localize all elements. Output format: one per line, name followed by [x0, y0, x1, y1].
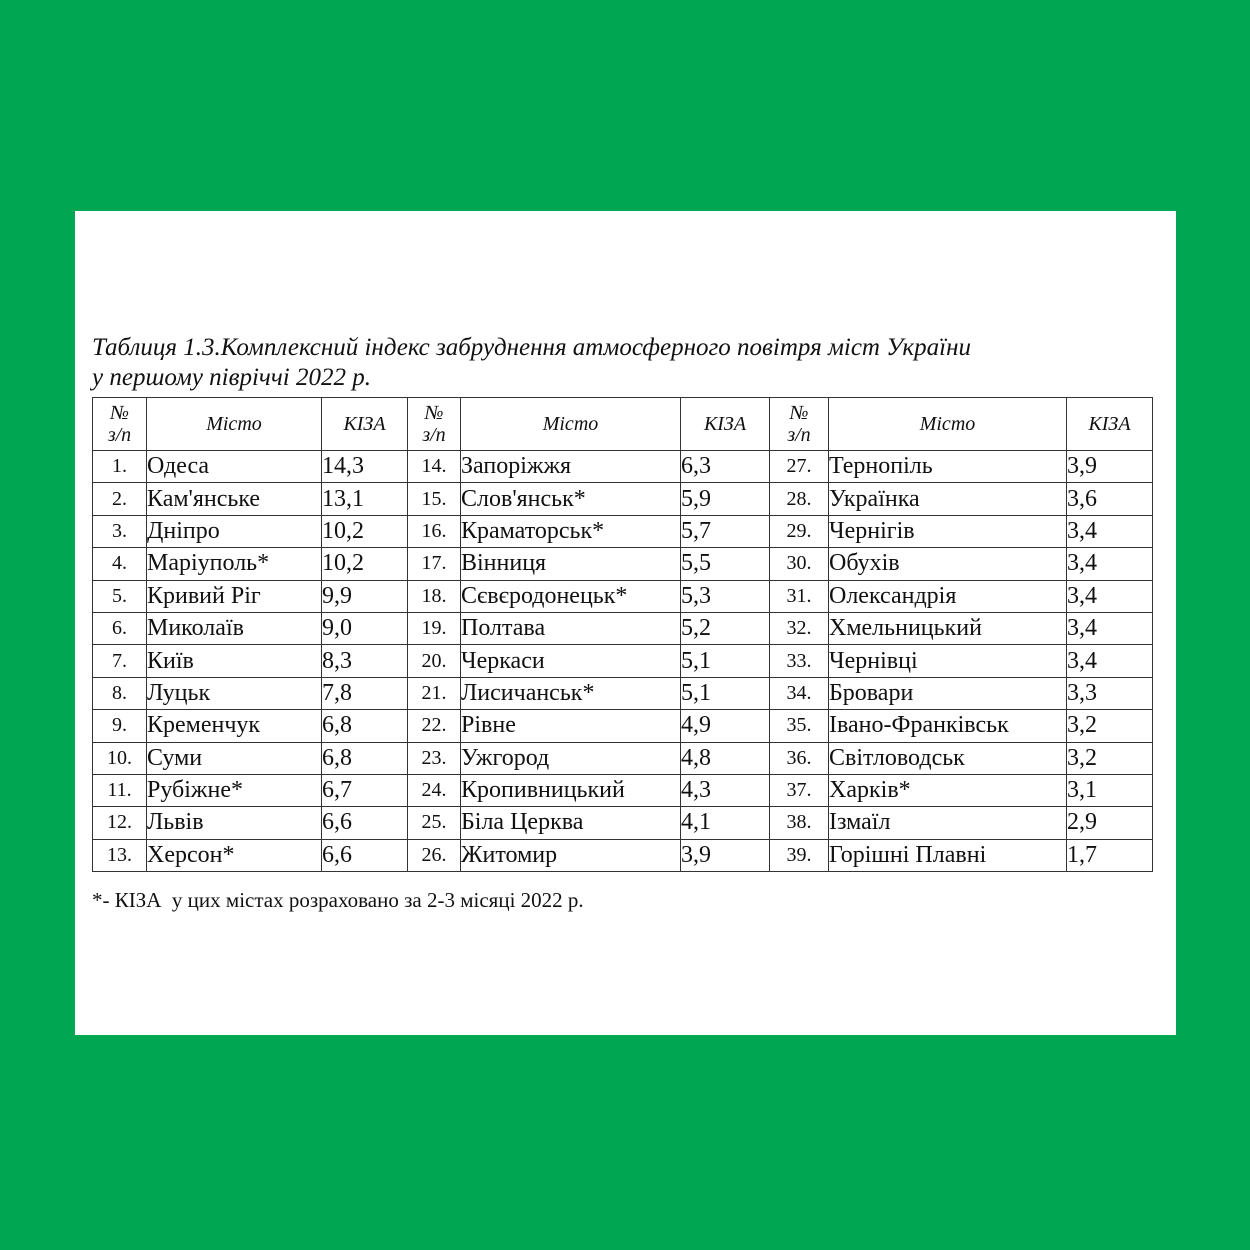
kiza-value: 3,4 — [1067, 548, 1153, 580]
row-number: 35. — [770, 710, 829, 742]
city-name: Кривий Ріг — [147, 580, 322, 612]
city-name: Українка — [829, 483, 1067, 515]
header-kiza: КІЗА — [322, 398, 408, 451]
kiza-value: 3,4 — [1067, 515, 1153, 547]
kiza-value: 10,2 — [322, 548, 408, 580]
table-row — [93, 742, 1153, 774]
city-name: Кропивницький — [461, 774, 681, 806]
city-name: Маріуполь* — [147, 548, 322, 580]
header-kiza: КІЗА — [681, 398, 770, 451]
kiza-value: 5,9 — [681, 483, 770, 515]
row-number: 37. — [770, 774, 829, 806]
city-name: Обухів — [829, 548, 1067, 580]
row-number: 12. — [93, 807, 147, 839]
city-name: Сєвєродонецьк* — [461, 580, 681, 612]
kiza-value: 5,7 — [681, 515, 770, 547]
row-number: 32. — [770, 612, 829, 644]
row-number: 7. — [93, 645, 147, 677]
table-row — [93, 645, 1153, 677]
row-number: 8. — [93, 677, 147, 709]
row-number: 14. — [408, 451, 461, 483]
row-number: 29. — [770, 515, 829, 547]
kiza-value: 6,7 — [322, 774, 408, 806]
kiza-value: 9,9 — [322, 580, 408, 612]
kiza-value: 1,7 — [1067, 839, 1153, 871]
header-number: № з/п — [93, 398, 147, 451]
kiza-value: 5,5 — [681, 548, 770, 580]
city-name: Кам'янське — [147, 483, 322, 515]
table-body — [93, 451, 1153, 872]
kiza-value: 5,2 — [681, 612, 770, 644]
table-row — [93, 710, 1153, 742]
table-row — [93, 774, 1153, 806]
table-row — [93, 515, 1153, 547]
row-number: 19. — [408, 612, 461, 644]
kiza-value: 3,2 — [1067, 742, 1153, 774]
table-row — [93, 483, 1153, 515]
kiza-value: 6,6 — [322, 807, 408, 839]
row-number: 33. — [770, 645, 829, 677]
kiza-value: 3,6 — [1067, 483, 1153, 515]
kiza-value: 4,9 — [681, 710, 770, 742]
kiza-table — [92, 397, 1153, 872]
kiza-value: 6,3 — [681, 451, 770, 483]
kiza-value: 4,8 — [681, 742, 770, 774]
row-number: 36. — [770, 742, 829, 774]
row-number: 9. — [93, 710, 147, 742]
city-name: Біла Церква — [461, 807, 681, 839]
caption-line-1: Таблиця 1.3.Комплексний індекс забруднення атмосферного повітря міст України — [92, 334, 971, 361]
row-number: 25. — [408, 807, 461, 839]
table-row — [93, 548, 1153, 580]
city-name: Дніпро — [147, 515, 322, 547]
city-name: Вінниця — [461, 548, 681, 580]
city-name: Львів — [147, 807, 322, 839]
row-number: 38. — [770, 807, 829, 839]
kiza-value: 6,8 — [322, 710, 408, 742]
city-name: Олександрія — [829, 580, 1067, 612]
row-number: 34. — [770, 677, 829, 709]
row-number: 16. — [408, 515, 461, 547]
table-row — [93, 807, 1153, 839]
city-name: Миколаїв — [147, 612, 322, 644]
city-name: Івано-Франківськ — [829, 710, 1067, 742]
city-name: Ізмаїл — [829, 807, 1067, 839]
kiza-value: 6,6 — [322, 839, 408, 871]
row-number: 39. — [770, 839, 829, 871]
table-header-row — [93, 398, 1153, 451]
header-number: № з/п — [770, 398, 829, 451]
row-number: 30. — [770, 548, 829, 580]
city-name: Горішні Плавні — [829, 839, 1067, 871]
kiza-value: 14,3 — [322, 451, 408, 483]
row-number: 22. — [408, 710, 461, 742]
row-number: 26. — [408, 839, 461, 871]
row-number: 5. — [93, 580, 147, 612]
table-row — [93, 612, 1153, 644]
kiza-value: 13,1 — [322, 483, 408, 515]
caption-line-2: у першому півріччі 2022 р. — [92, 364, 371, 391]
header-number: № з/п — [408, 398, 461, 451]
row-number: 15. — [408, 483, 461, 515]
kiza-value: 9,0 — [322, 612, 408, 644]
row-number: 23. — [408, 742, 461, 774]
table-row — [93, 839, 1153, 871]
table-caption — [92, 333, 971, 393]
city-name: Чернігів — [829, 515, 1067, 547]
kiza-value: 3,9 — [1067, 451, 1153, 483]
row-number: 10. — [93, 742, 147, 774]
city-name: Житомир — [461, 839, 681, 871]
city-name: Одеса — [147, 451, 322, 483]
kiza-value: 3,1 — [1067, 774, 1153, 806]
city-name: Полтава — [461, 612, 681, 644]
kiza-value: 4,3 — [681, 774, 770, 806]
row-number: 11. — [93, 774, 147, 806]
city-name: Бровари — [829, 677, 1067, 709]
kiza-value: 3,4 — [1067, 645, 1153, 677]
row-number: 24. — [408, 774, 461, 806]
kiza-value: 3,4 — [1067, 580, 1153, 612]
header-kiza: КІЗА — [1067, 398, 1153, 451]
row-number: 1. — [93, 451, 147, 483]
city-name: Лисичанськ* — [461, 677, 681, 709]
city-name: Рубіжне* — [147, 774, 322, 806]
row-number: 6. — [93, 612, 147, 644]
city-name: Суми — [147, 742, 322, 774]
kiza-value: 6,8 — [322, 742, 408, 774]
city-name: Тернопіль — [829, 451, 1067, 483]
table-row — [93, 677, 1153, 709]
city-name: Ужгород — [461, 742, 681, 774]
kiza-value: 3,3 — [1067, 677, 1153, 709]
footnote: *- КІЗА у цих містах розраховано за 2-3 місяці 2022 р. — [92, 888, 584, 912]
table-row — [93, 451, 1153, 483]
kiza-value: 10,2 — [322, 515, 408, 547]
row-number: 18. — [408, 580, 461, 612]
city-name: Краматорськ* — [461, 515, 681, 547]
city-name: Рівне — [461, 710, 681, 742]
city-name: Кременчук — [147, 710, 322, 742]
row-number: 28. — [770, 483, 829, 515]
kiza-value: 8,3 — [322, 645, 408, 677]
city-name: Черкаси — [461, 645, 681, 677]
row-number: 2. — [93, 483, 147, 515]
row-number: 20. — [408, 645, 461, 677]
city-name: Чернівці — [829, 645, 1067, 677]
city-name: Запоріжжя — [461, 451, 681, 483]
kiza-value: 5,1 — [681, 645, 770, 677]
kiza-value: 3,4 — [1067, 612, 1153, 644]
city-name: Слов'янськ* — [461, 483, 681, 515]
header-city: Місто — [147, 398, 322, 451]
kiza-value: 7,8 — [322, 677, 408, 709]
kiza-value: 3,9 — [681, 839, 770, 871]
kiza-value: 3,2 — [1067, 710, 1153, 742]
city-name: Луцьк — [147, 677, 322, 709]
row-number: 3. — [93, 515, 147, 547]
row-number: 27. — [770, 451, 829, 483]
header-city: Місто — [461, 398, 681, 451]
table-row — [93, 580, 1153, 612]
document-page — [75, 211, 1176, 1035]
city-name: Світловодськ — [829, 742, 1067, 774]
kiza-value: 4,1 — [681, 807, 770, 839]
header-city: Місто — [829, 398, 1067, 451]
row-number: 13. — [93, 839, 147, 871]
row-number: 21. — [408, 677, 461, 709]
kiza-value: 5,3 — [681, 580, 770, 612]
city-name: Херсон* — [147, 839, 322, 871]
kiza-value: 5,1 — [681, 677, 770, 709]
row-number: 4. — [93, 548, 147, 580]
kiza-value: 2,9 — [1067, 807, 1153, 839]
city-name: Харків* — [829, 774, 1067, 806]
row-number: 31. — [770, 580, 829, 612]
row-number: 17. — [408, 548, 461, 580]
city-name: Київ — [147, 645, 322, 677]
city-name: Хмельницький — [829, 612, 1067, 644]
